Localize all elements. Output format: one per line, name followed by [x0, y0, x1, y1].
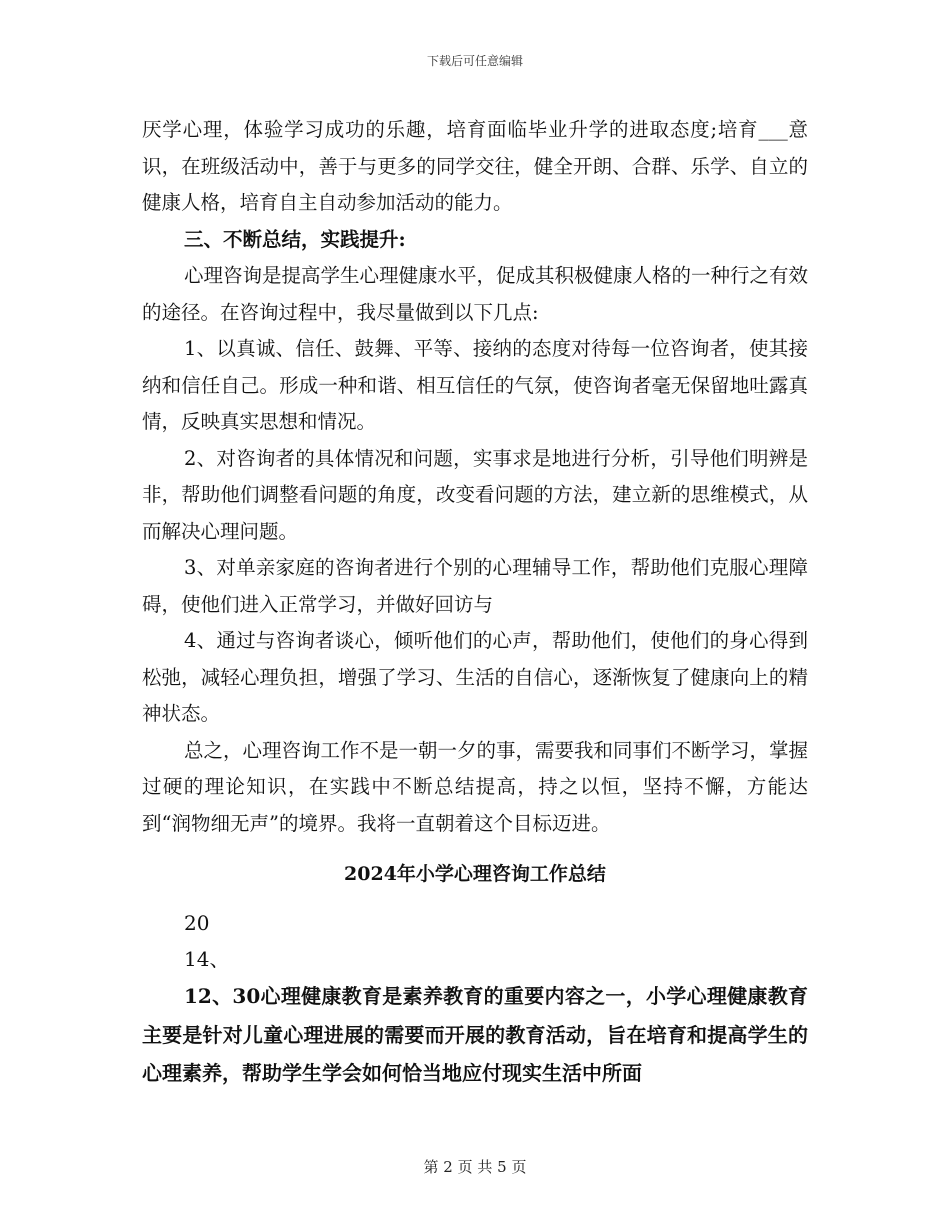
page-number: 第 2 页 共 5 页	[423, 1158, 527, 1176]
paragraph-conclusion: 总之，心理咨询工作不是一朝一夕的事，需要我和同事们不断学习，掌握过硬的理论知识，在实践中不断总结提高，持之以恒，坚持不懈，方能达到“润物细无声”的境界。我将一直朝着这个目标迈进。	[142, 738, 809, 835]
line-20: 20	[184, 911, 210, 935]
list-item-3: 3、对单亲家庭的咨询者进行个别的心理辅导工作，帮助他们克服心理障碍，使他们进入正常学习，并做好回访与	[142, 556, 808, 616]
paragraph-bold-intro: 12、30心理健康教育是素养教育的重要内容之一，小学心理健康教育主要是针对儿童心理进展的需要而开展的教育活动，旨在培育和提高学生的心理素养，帮助学生学会如何恰当地应付现实生活中所面	[142, 984, 808, 1085]
paragraph-continuation: 厌学心理，体验学习成功的乐趣，培育面临毕业升学的进取态度;培育___意识，在班级活动中，善于与更多的同学交往，健全开朗、合群、乐学、自立的健康人格，培育自主自动参加活动的能力。	[142, 118, 808, 214]
section-heading-3: 三、不断总结，实践提升:	[184, 227, 406, 251]
list-item-1: 1、以真诚、信任、鼓舞、平等、接纳的态度对待每一位咨询者，使其接纳和信任自己。形成一种和谐、相互信任的气氛，使咨询者毫无保留地吐露真情，反映真实思想和情况。	[142, 337, 808, 433]
list-item-2: 2、对咨询者的具体情况和问题，实事求是地进行分析，引导他们明辨是非，帮助他们调整看问题的角度，改变看问题的方法，建立新的思维模式，从而解决心理问题。	[142, 446, 808, 543]
document-body	[142, 112, 808, 1093]
page-header-note: 下载后可任意编辑	[426, 54, 523, 68]
line-14: 14、	[184, 947, 230, 971]
paragraph-counseling-intro: 心理咨询是提高学生心理健康水平，促成其积极健康人格的一种行之有效的途径。在咨询过程中，我尽量做到以下几点:	[142, 264, 809, 324]
document-title-2024: 2024年小学心理咨询工作总结	[344, 863, 606, 885]
list-item-4: 4、通过与咨询者谈心，倾听他们的心声，帮助他们，使他们的身心得到松弛，减轻心理负担，增强了学习、生活的自信心，逐渐恢复了健康向上的精神状态。	[142, 629, 808, 725]
bold-paragraph-block	[142, 977, 808, 1093]
